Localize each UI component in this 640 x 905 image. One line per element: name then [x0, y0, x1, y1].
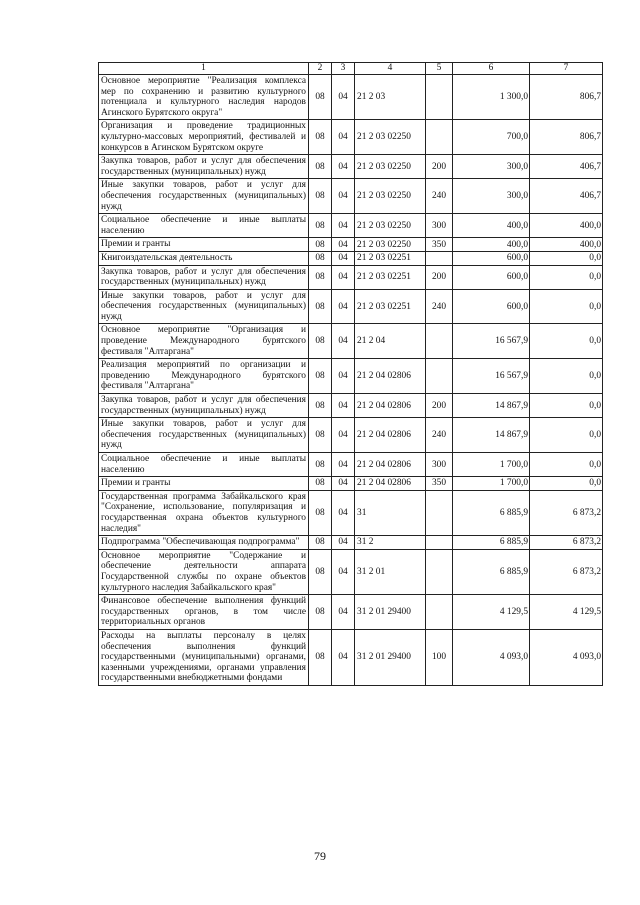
- amount-col-6: 400,0: [453, 238, 530, 252]
- target-article-code: 21 2 03 02250: [355, 238, 426, 252]
- target-article-code: 21 2 04 02806: [355, 418, 426, 453]
- expense-name: Социальное обеспечение и иные выплаты населению: [99, 453, 309, 477]
- expense-name: Основное мероприятие "Реализация комплекса мер по сохранению и развитию культурного потенциала и культурного наследия народов Агинского Бурятского округа": [99, 75, 309, 120]
- expense-name: Закупка товаров, работ и услуг для обеспечения государственных (муниципальных) нужд: [99, 155, 309, 179]
- subsection-code: 04: [332, 214, 355, 238]
- expense-type-code: [426, 324, 453, 359]
- amount-col-6: 300,0: [453, 155, 530, 179]
- section-code: 08: [309, 179, 332, 214]
- target-article-code: 21 2 03 02251: [355, 265, 426, 289]
- target-article-code: 31 2: [355, 536, 426, 550]
- amount-col-6: 600,0: [453, 265, 530, 289]
- target-article-code: 21 2 03 02250: [355, 155, 426, 179]
- column-header: 2: [309, 63, 332, 75]
- amount-col-6: 1 300,0: [453, 75, 530, 120]
- subsection-code: 04: [332, 477, 355, 491]
- amount-col-6: 600,0: [453, 289, 530, 324]
- subsection-code: 04: [332, 453, 355, 477]
- expense-name: Иные закупки товаров, работ и услуг для обеспечения государственных (муниципальных) нужд: [99, 179, 309, 214]
- expense-type-code: 200: [426, 265, 453, 289]
- expense-type-code: [426, 251, 453, 265]
- section-code: 08: [309, 536, 332, 550]
- expense-name: Организация и проведение традиционных культурно-массовых мероприятий, фестивалей и конкурсов в Агинском Бурятском округе: [99, 120, 309, 155]
- column-header: 1: [99, 63, 309, 75]
- table-row: [99, 179, 603, 214]
- table-row: [99, 453, 603, 477]
- amount-col-6: 4 129,5: [453, 595, 530, 630]
- target-article-code: 21 2 03 02250: [355, 120, 426, 155]
- table-row: [99, 120, 603, 155]
- table-row: [99, 265, 603, 289]
- subsection-code: 04: [332, 418, 355, 453]
- table-row: [99, 595, 603, 630]
- amount-col-6: 1 700,0: [453, 453, 530, 477]
- amount-col-7: 0,0: [530, 251, 603, 265]
- target-article-code: 21 2 04: [355, 324, 426, 359]
- subsection-code: 04: [332, 155, 355, 179]
- budget-table: [98, 62, 603, 686]
- expense-name: Основное мероприятие "Организация и проведение Международного бурятского фестиваля "Алтаргана": [99, 324, 309, 359]
- subsection-code: 04: [332, 595, 355, 630]
- expense-type-code: 100: [426, 629, 453, 685]
- table-row: [99, 251, 603, 265]
- section-code: 08: [309, 477, 332, 491]
- section-code: 08: [309, 359, 332, 394]
- target-article-code: 31: [355, 490, 426, 535]
- expense-type-code: 200: [426, 155, 453, 179]
- section-code: 08: [309, 155, 332, 179]
- target-article-code: 21 2 04 02806: [355, 394, 426, 418]
- amount-col-6: 6 885,9: [453, 549, 530, 594]
- table-row: [99, 238, 603, 252]
- amount-col-7: 0,0: [530, 418, 603, 453]
- amount-col-6: 14 867,9: [453, 418, 530, 453]
- amount-col-7: 806,7: [530, 120, 603, 155]
- column-header: 6: [453, 63, 530, 75]
- target-article-code: 21 2 04 02806: [355, 453, 426, 477]
- table-row: [99, 490, 603, 535]
- subsection-code: 04: [332, 359, 355, 394]
- section-code: 08: [309, 120, 332, 155]
- expense-name: Премии и гранты: [99, 238, 309, 252]
- amount-col-7: 0,0: [530, 324, 603, 359]
- target-article-code: 21 2 03 02251: [355, 289, 426, 324]
- amount-col-7: 0,0: [530, 265, 603, 289]
- amount-col-6: 14 867,9: [453, 394, 530, 418]
- table-row: [99, 324, 603, 359]
- amount-col-7: 4 093,0: [530, 629, 603, 685]
- expense-type-code: 200: [426, 394, 453, 418]
- table-row: [99, 629, 603, 685]
- table-row: [99, 477, 603, 491]
- target-article-code: 21 2 03: [355, 75, 426, 120]
- column-header: 5: [426, 63, 453, 75]
- column-number-row: [99, 63, 603, 75]
- amount-col-7: 406,7: [530, 179, 603, 214]
- expense-type-code: [426, 120, 453, 155]
- section-code: 08: [309, 75, 332, 120]
- table-row: [99, 536, 603, 550]
- amount-col-7: 806,7: [530, 75, 603, 120]
- amount-col-6: 700,0: [453, 120, 530, 155]
- table-row: [99, 155, 603, 179]
- expense-type-code: 350: [426, 238, 453, 252]
- section-code: 08: [309, 289, 332, 324]
- expense-type-code: [426, 536, 453, 550]
- target-article-code: 21 2 03 02250: [355, 179, 426, 214]
- expense-type-code: 300: [426, 453, 453, 477]
- amount-col-7: 400,0: [530, 238, 603, 252]
- amount-col-6: 6 885,9: [453, 490, 530, 535]
- expense-name: Основное мероприятие "Содержание и обеспечение деятельности аппарата Государственной службы по охране объектов культурного наследия Забайкальского края": [99, 549, 309, 594]
- target-article-code: 21 2 04 02806: [355, 477, 426, 491]
- expense-type-code: [426, 359, 453, 394]
- subsection-code: 04: [332, 629, 355, 685]
- section-code: 08: [309, 629, 332, 685]
- target-article-code: 31 2 01 29400: [355, 595, 426, 630]
- expense-name: Иные закупки товаров, работ и услуг для обеспечения государственных (муниципальных) нужд: [99, 418, 309, 453]
- amount-col-6: 16 567,9: [453, 324, 530, 359]
- subsection-code: 04: [332, 536, 355, 550]
- expense-name: Подпрограмма "Обеспечивающая подпрограмма": [99, 536, 309, 550]
- subsection-code: 04: [332, 265, 355, 289]
- expense-name: Закупка товаров, работ и услуг для обеспечения государственных (муниципальных) нужд: [99, 265, 309, 289]
- subsection-code: 04: [332, 120, 355, 155]
- table-row: [99, 75, 603, 120]
- column-header: 7: [530, 63, 603, 75]
- expense-name: Закупка товаров, работ и услуг для обеспечения государственных (муниципальных) нужд: [99, 394, 309, 418]
- amount-col-6: 4 093,0: [453, 629, 530, 685]
- expense-name: Книгоиздательская деятельность: [99, 251, 309, 265]
- table-row: [99, 394, 603, 418]
- amount-col-7: 0,0: [530, 477, 603, 491]
- section-code: 08: [309, 238, 332, 252]
- amount-col-7: 0,0: [530, 289, 603, 324]
- table-row: [99, 289, 603, 324]
- section-code: 08: [309, 251, 332, 265]
- section-code: 08: [309, 595, 332, 630]
- amount-col-7: 6 873,2: [530, 490, 603, 535]
- expense-type-code: 240: [426, 289, 453, 324]
- expense-name: Расходы на выплаты персоналу в целях обеспечения выполнения функций государственными (муниципальными) органами, казенными учреждениями, органами управления государственными внебюджетными фондами: [99, 629, 309, 685]
- target-article-code: 21 2 04 02806: [355, 359, 426, 394]
- table-row: [99, 418, 603, 453]
- amount-col-7: 0,0: [530, 453, 603, 477]
- amount-col-7: 6 873,2: [530, 536, 603, 550]
- section-code: 08: [309, 418, 332, 453]
- subsection-code: 04: [332, 179, 355, 214]
- section-code: 08: [309, 549, 332, 594]
- amount-col-7: 400,0: [530, 214, 603, 238]
- table-row: [99, 359, 603, 394]
- amount-col-6: 16 567,9: [453, 359, 530, 394]
- subsection-code: 04: [332, 289, 355, 324]
- expense-type-code: 300: [426, 214, 453, 238]
- section-code: 08: [309, 265, 332, 289]
- amount-col-7: 406,7: [530, 155, 603, 179]
- subsection-code: 04: [332, 394, 355, 418]
- table-row: [99, 549, 603, 594]
- expense-type-code: [426, 549, 453, 594]
- expense-type-code: 350: [426, 477, 453, 491]
- expense-name: Финансовое обеспечение выполнения функций государственных органов, в том числе территориальных органов: [99, 595, 309, 630]
- expense-name: Социальное обеспечение и иные выплаты населению: [99, 214, 309, 238]
- amount-col-7: 0,0: [530, 359, 603, 394]
- target-article-code: 21 2 03 02251: [355, 251, 426, 265]
- expense-name: Реализация мероприятий по организации и проведению Международного бурятского фестиваля "Алтаргана": [99, 359, 309, 394]
- expense-type-code: 240: [426, 418, 453, 453]
- table-row: [99, 214, 603, 238]
- expense-type-code: [426, 595, 453, 630]
- subsection-code: 04: [332, 75, 355, 120]
- target-article-code: 31 2 01: [355, 549, 426, 594]
- amount-col-6: 6 885,9: [453, 536, 530, 550]
- section-code: 08: [309, 324, 332, 359]
- target-article-code: 21 2 03 02250: [355, 214, 426, 238]
- section-code: 08: [309, 394, 332, 418]
- column-header: 4: [355, 63, 426, 75]
- section-code: 08: [309, 214, 332, 238]
- page-number: 79: [314, 849, 326, 863]
- expense-type-code: 240: [426, 179, 453, 214]
- amount-col-7: 6 873,2: [530, 549, 603, 594]
- amount-col-7: 0,0: [530, 394, 603, 418]
- section-code: 08: [309, 453, 332, 477]
- target-article-code: 31 2 01 29400: [355, 629, 426, 685]
- subsection-code: 04: [332, 324, 355, 359]
- subsection-code: 04: [332, 490, 355, 535]
- amount-col-6: 400,0: [453, 214, 530, 238]
- expense-type-code: [426, 490, 453, 535]
- amount-col-7: 4 129,5: [530, 595, 603, 630]
- expense-name: Премии и гранты: [99, 477, 309, 491]
- expense-name: Государственная программа Забайкальского края "Сохранение, использование, популяризация и государственная охрана объектов культурного наследия": [99, 490, 309, 535]
- section-code: 08: [309, 490, 332, 535]
- column-header: 3: [332, 63, 355, 75]
- subsection-code: 04: [332, 251, 355, 265]
- expense-type-code: [426, 75, 453, 120]
- amount-col-6: 300,0: [453, 179, 530, 214]
- amount-col-6: 600,0: [453, 251, 530, 265]
- expense-name: Иные закупки товаров, работ и услуг для обеспечения государственных (муниципальных) нужд: [99, 289, 309, 324]
- amount-col-6: 1 700,0: [453, 477, 530, 491]
- subsection-code: 04: [332, 549, 355, 594]
- subsection-code: 04: [332, 238, 355, 252]
